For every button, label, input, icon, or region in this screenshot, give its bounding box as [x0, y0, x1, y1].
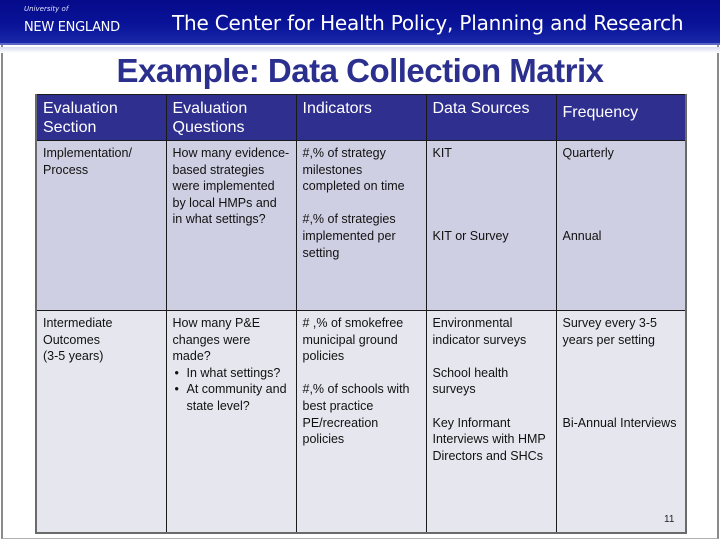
table-row: [36, 311, 686, 533]
header-indicators: Indicators: [296, 95, 426, 141]
page-title: Example: Data Collection Matrix: [116, 52, 604, 89]
cell-text: Implementation/: [43, 146, 132, 160]
cell-section: [36, 141, 166, 311]
table-header-row: [36, 95, 686, 141]
logo-new-england: NEW ENGLAND: [24, 20, 120, 35]
header-frequency: Frequency: [556, 95, 686, 141]
cell-text: #,% of schools with best practice PE/recreation policies: [302, 382, 410, 447]
cell-questions: [166, 141, 296, 311]
header-data-sources: Data Sources: [426, 95, 556, 141]
cell-text: # ,% of smokefree municipal ground policies: [302, 316, 404, 364]
cell-text: KIT: [432, 146, 452, 160]
cell-text: Annual: [562, 228, 602, 243]
cell-questions: [166, 311, 296, 533]
cell-frequency: [556, 311, 686, 533]
bullet-item: • At community and state level?: [173, 381, 290, 414]
cell-frequency: [556, 141, 686, 311]
cell-text: Intermediate: [43, 316, 113, 330]
header-evaluation-questions: Evaluation Questions: [166, 95, 296, 141]
table-row: [36, 141, 686, 311]
logo-university-of: University of: [24, 5, 69, 13]
header-banner: [0, 0, 720, 45]
cell-indicators: [296, 311, 426, 533]
cell-section: [36, 311, 166, 533]
cell-text: Process: [43, 162, 89, 177]
cell-text: School health surveys: [432, 365, 509, 397]
cell-indicators: [296, 141, 426, 311]
cell-sources: [426, 311, 556, 533]
cell-text: #,% of strategy milestones completed on time: [302, 146, 405, 194]
cell-text: Bi-Annual Interviews: [562, 415, 677, 430]
cell-text: How many P&E changes were made?: [172, 316, 261, 364]
cell-text: (3-5 years): [43, 349, 104, 364]
cell-text: Survey every 3-5 years per setting: [562, 316, 657, 347]
cell-text: #,% of strategies implemented per setting: [302, 212, 396, 260]
header-evaluation-section: Evaluation Section: [36, 95, 166, 141]
cell-text: Key Informant Interviews with HMP Directors and SHCs: [432, 415, 546, 463]
bullet-item: • In what settings?: [173, 365, 290, 382]
page-number: 11: [664, 514, 675, 525]
cell-text: Quarterly: [562, 146, 614, 160]
cell-text: How many evidence-based strategies were implemented by local HMPs and in what settings?: [172, 146, 290, 227]
cell-text: Environmental indicator surveys: [432, 316, 527, 347]
cell-sources: [426, 141, 556, 311]
question-bullets: [173, 365, 290, 415]
banner-title: The Center for Health Policy, Planning and Research: [172, 11, 684, 35]
cell-text: Outcomes: [43, 332, 100, 347]
data-collection-matrix: [35, 94, 687, 534]
cell-text: KIT or Survey: [432, 228, 509, 243]
